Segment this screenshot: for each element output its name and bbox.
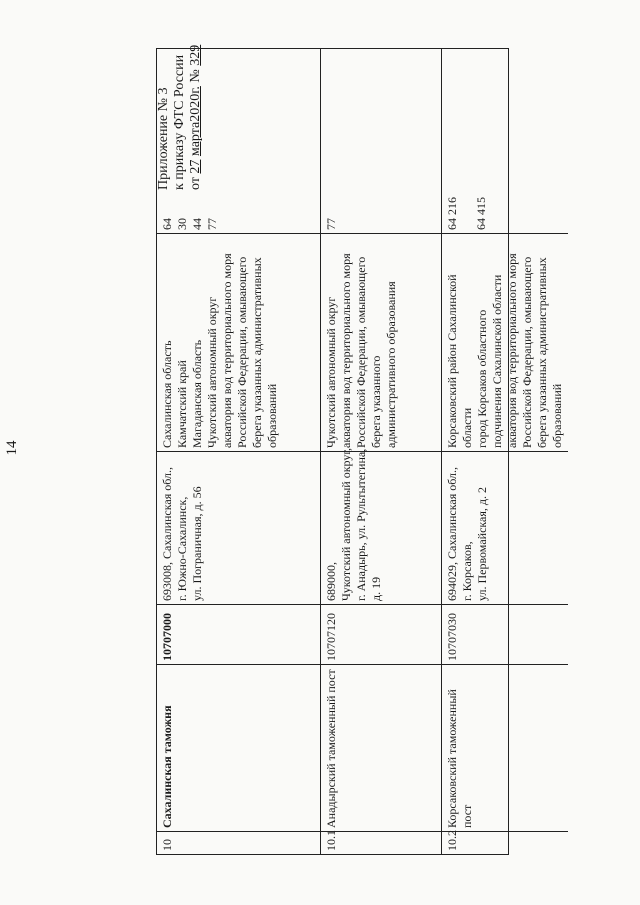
okato-codes: 64 216 64 415	[445, 197, 488, 230]
customs-table	[156, 48, 564, 855]
region-of-activity: Сахалинская область Камчатский край Магаданская область Чукотский автономный округ акватория вод территориального моря Российской Федерации, омывающего берега указанных административных образований	[157, 233, 321, 451]
rotated-page-content	[156, 44, 636, 855]
customs-code: 10707030	[442, 604, 568, 664]
row-number: 10	[157, 831, 321, 854]
customs-name: Сахалинская таможня	[157, 664, 321, 831]
region-of-activity: Чукотский автономный округ акватория вод территориального моря Российской Федерации, омывающего берега указанного административного образования	[321, 233, 442, 451]
customs-address: 693008, Сахалинская обл., г. Южно-Сахалинск, ул. Пограничная, д. 56	[157, 451, 321, 604]
customs-code: 10707120	[321, 604, 442, 664]
customs-address: 694029, Сахалинская обл., г. Корсаков, ул. Первомайская, д. 2	[442, 451, 568, 604]
page-number: 14	[4, 440, 20, 456]
customs-name: Корсаковский таможенный пост	[442, 664, 568, 831]
okato-codes: 77	[321, 49, 442, 233]
order-reference: к приказу ФТС России	[172, 54, 187, 190]
date-day: 27	[188, 159, 203, 174]
customs-code: 10707000	[157, 604, 321, 664]
order-number: 329	[188, 44, 203, 66]
okato-codes: 64 30 44 77	[157, 49, 321, 233]
appendix-title: Приложение № 3	[156, 87, 171, 190]
region-of-activity: Корсаковский район Сахалинской области город Корсаков областного подчинения Сахалинской области акватория вод территориального моря Российской Федерации, омывающего берега указанных административных образований	[442, 233, 568, 451]
customs-address: 689000, Чукотский автономный округ, г. Анадырь, ул. Рультытегина, д. 19	[321, 451, 442, 604]
row-number: 10.2	[442, 831, 568, 854]
number-label: №	[188, 69, 203, 83]
date-prefix: от	[188, 177, 203, 190]
row-number: 10.1	[321, 831, 442, 854]
customs-name: Анадырский таможенный пост	[321, 664, 442, 831]
date-month-year: марта2020г.	[188, 86, 203, 157]
